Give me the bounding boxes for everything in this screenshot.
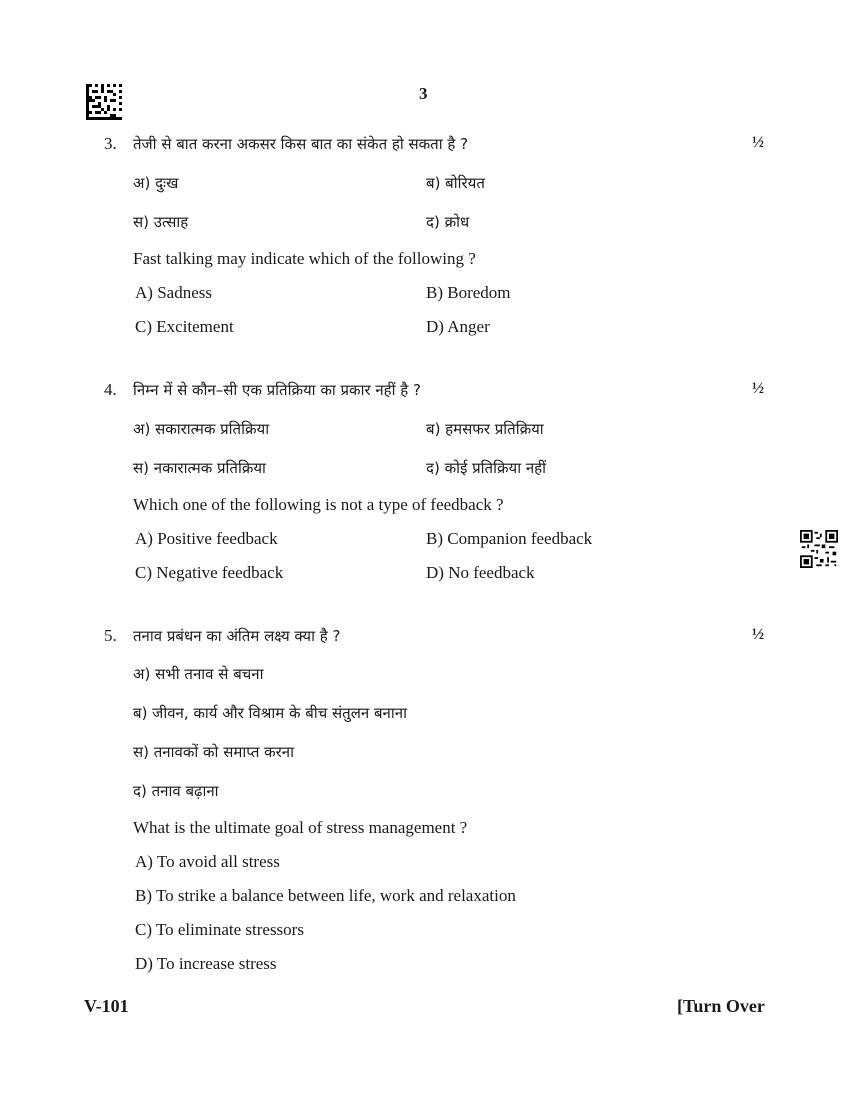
option-english: C) Excitement — [135, 317, 234, 336]
option-english: C) To eliminate stressors — [135, 920, 304, 939]
question-text-hindi: तनाव प्रबंधन का अंतिम लक्ष्य क्या है ? — [133, 627, 341, 645]
option-english: B) To strike a balance between life, work and relaxation — [135, 886, 516, 905]
paper-code: V-101 — [84, 996, 129, 1016]
turn-over-label: [Turn Over — [677, 996, 765, 1016]
question-number: 4. — [104, 380, 117, 399]
option-english: D) To increase stress — [135, 954, 277, 973]
option-english: C) Negative feedback — [135, 563, 284, 582]
page-number: 3 — [419, 84, 428, 103]
option-hindi: स) उत्साह — [133, 213, 189, 231]
option-english: B) Boredom — [426, 283, 511, 302]
option-english: D) No feedback — [426, 563, 535, 582]
option-hindi: द) क्रोध — [426, 213, 470, 231]
option-hindi: स) तनावकों को समाप्त करना — [133, 743, 295, 761]
option-hindi: अ) दुःख — [133, 174, 179, 192]
qr-code — [800, 530, 838, 568]
option-hindi: अ) सकारात्मक प्रतिक्रिया — [133, 420, 270, 438]
option-english: B) Companion feedback — [426, 529, 593, 548]
option-english: A) Sadness — [135, 283, 212, 302]
marks-label: ½ — [752, 134, 764, 151]
option-hindi: द) तनाव बढ़ाना — [133, 782, 219, 800]
option-hindi: स) नकारात्मक प्रतिक्रिया — [133, 459, 266, 477]
option-hindi: ब) हमसफर प्रतिक्रिया — [426, 420, 544, 438]
question-text-english: Which one of the following is not a type of feedback ? — [133, 495, 504, 514]
question-text-english: What is the ultimate goal of stress management ? — [133, 818, 468, 837]
question-number: 3. — [104, 134, 117, 153]
option-english: D) Anger — [426, 317, 490, 336]
marks-label: ½ — [752, 626, 764, 643]
datamatrix-code — [86, 84, 122, 120]
question-text-hindi: तेजी से बात करना अकसर किस बात का संकेत हो सकता है ? — [133, 135, 469, 153]
option-english: A) To avoid all stress — [135, 852, 280, 871]
question-number: 5. — [104, 626, 117, 645]
option-hindi: अ) सभी तनाव से बचना — [133, 665, 264, 683]
marks-label: ½ — [752, 380, 764, 397]
option-english: A) Positive feedback — [135, 529, 278, 548]
option-hindi: ब) जीवन, कार्य और विश्राम के बीच संतुलन बनाना — [133, 704, 407, 722]
question-text-hindi: निम्न में से कौन–सी एक प्रतिक्रिया का प्रकार नहीं है ? — [133, 381, 421, 399]
question-text-english: Fast talking may indicate which of the following ? — [133, 249, 476, 268]
option-hindi: द) कोई प्रतिक्रिया नहीं — [426, 459, 547, 477]
option-hindi: ब) बोरियत — [426, 174, 485, 192]
